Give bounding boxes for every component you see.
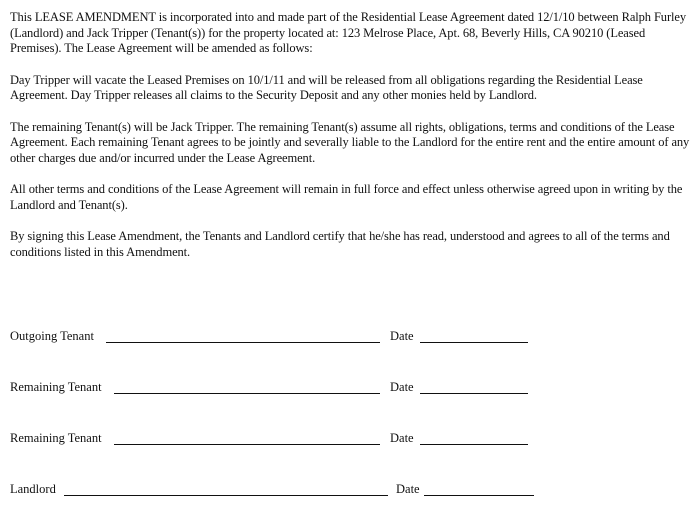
intro-paragraph: This LEASE AMENDMENT is incorporated into and made part of the Residential Lease Agreement dated 12/1/10 between Ralph Furley (Landlord) and Jack Tripper (Tenant(s)) for the property located at: 123 Melrose Place, Apt. 68, Beverly Hills, CA 90210 (Leased Premises). The Lease Agreement will be amended as follows: <box>10 10 686 55</box>
date-line[interactable] <box>424 495 534 496</box>
signature-line[interactable] <box>64 495 388 496</box>
signature-row-remaining-tenant-2 <box>10 430 540 446</box>
date-line[interactable] <box>420 444 528 445</box>
date-label: Date <box>390 380 414 394</box>
date-line[interactable] <box>420 393 528 394</box>
signature-label: Remaining Tenant <box>10 431 102 445</box>
signature-label: Remaining Tenant <box>10 380 102 394</box>
vacate-paragraph: Day Tripper will vacate the Leased Premises on 10/1/11 and will be released from all obligations regarding the Residential Lease Agreement. Day Tripper releases all claims to the Security Deposit and any other monies held by Landlord. <box>10 72 643 102</box>
date-label: Date <box>390 329 414 343</box>
date-line[interactable] <box>420 342 528 343</box>
date-label: Date <box>390 431 414 445</box>
signature-row-remaining-tenant-1 <box>10 379 540 395</box>
signature-row-outgoing-tenant <box>10 328 540 344</box>
certification-paragraph: By signing this Lease Amendment, the Tenants and Landlord certify that he/she has read, understood and agrees to all of the terms and conditions listed in this Amendment. <box>10 229 670 259</box>
remaining-tenant-paragraph: The remaining Tenant(s) will be Jack Tripper. The remaining Tenant(s) assume all rights, obligations, terms and conditions of the Lease Agreement. Each remaining Tenant agrees to be jointly and severally liable to the Landlord for the entire rent and the entire amount of any other charges due and/or incurred under the Lease Agreement. <box>10 119 690 165</box>
signature-line[interactable] <box>106 342 380 343</box>
signature-label: Outgoing Tenant <box>10 329 94 343</box>
other-terms-paragraph: All other terms and conditions of the Lease Agreement will remain in full force and effect unless otherwise agreed upon in writing by the Landlord and Tenant(s). <box>10 182 683 212</box>
signature-row-landlord <box>10 481 540 497</box>
signature-line[interactable] <box>114 444 380 445</box>
lease-amendment-body <box>10 10 690 276</box>
signature-label: Landlord <box>10 482 56 496</box>
signature-line[interactable] <box>114 393 380 394</box>
date-label: Date <box>396 482 420 496</box>
